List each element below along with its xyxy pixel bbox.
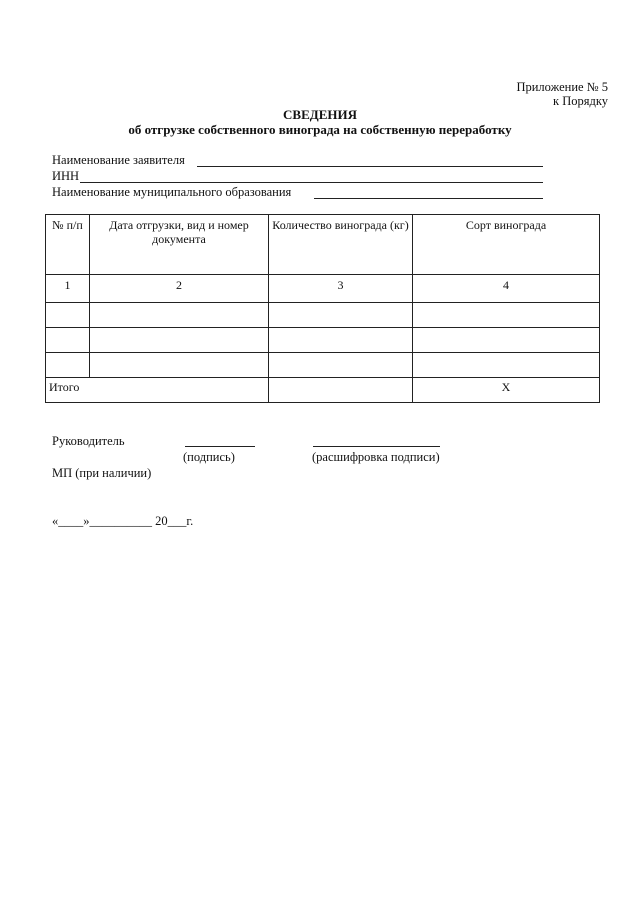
municipality-field (52, 185, 291, 200)
municipality-underline (314, 198, 543, 199)
stamp-label: МП (при наличии) (52, 466, 152, 480)
total-label: Итого (46, 378, 269, 403)
column-number-3: 3 (269, 275, 413, 303)
inn-label: ИНН (52, 169, 80, 183)
signature-caption: (подпись) (183, 450, 235, 464)
column-number-2: 2 (90, 275, 269, 303)
table-row (46, 353, 600, 378)
table-cell (90, 328, 269, 353)
header-variety: Сорт винограда (413, 215, 600, 275)
table-header-row (46, 215, 600, 275)
head-label: Руководитель (52, 434, 125, 448)
table-cell (413, 328, 600, 353)
table-cell (413, 303, 600, 328)
table-cell (413, 353, 600, 378)
appendix-number: Приложение № 5 (516, 80, 608, 94)
table-cell (269, 353, 413, 378)
header-shipment-date: Дата отгрузки, вид и номер документа (90, 215, 269, 275)
total-variety-mark: Х (413, 378, 600, 403)
shipment-table (45, 214, 600, 403)
municipality-label: Наименование муниципального образования (52, 185, 292, 199)
table-cell (269, 303, 413, 328)
table-cell (90, 303, 269, 328)
header-quantity: Количество винограда (кг) (269, 215, 413, 275)
inn-field (52, 169, 79, 184)
document-title: СВЕДЕНИЯ (283, 107, 357, 122)
document-subtitle: об отгрузке собственного винограда на собственную переработку (128, 122, 512, 137)
signature-decode-caption: (расшифровка подписи) (312, 450, 440, 464)
applicant-label: Наименование заявителя (52, 153, 185, 167)
appendix-reference: к Порядку (553, 94, 608, 108)
table-cell (269, 328, 413, 353)
table-cell (46, 303, 90, 328)
applicant-underline (197, 166, 543, 167)
applicant-field (52, 153, 185, 168)
table-cell (90, 353, 269, 378)
column-number-1: 1 (46, 275, 90, 303)
inn-underline (80, 182, 543, 183)
table-row (46, 328, 600, 353)
table-row (46, 303, 600, 328)
table-cell (46, 353, 90, 378)
signature-decode-line (313, 446, 440, 447)
signature-line (185, 446, 255, 447)
column-number-row (46, 275, 600, 303)
total-quantity-cell (269, 378, 413, 403)
header-number: № п/п (46, 215, 90, 275)
table-cell (46, 328, 90, 353)
total-row (46, 378, 600, 403)
date-line: «____»__________ 20___г. (52, 514, 194, 528)
column-number-4: 4 (413, 275, 600, 303)
